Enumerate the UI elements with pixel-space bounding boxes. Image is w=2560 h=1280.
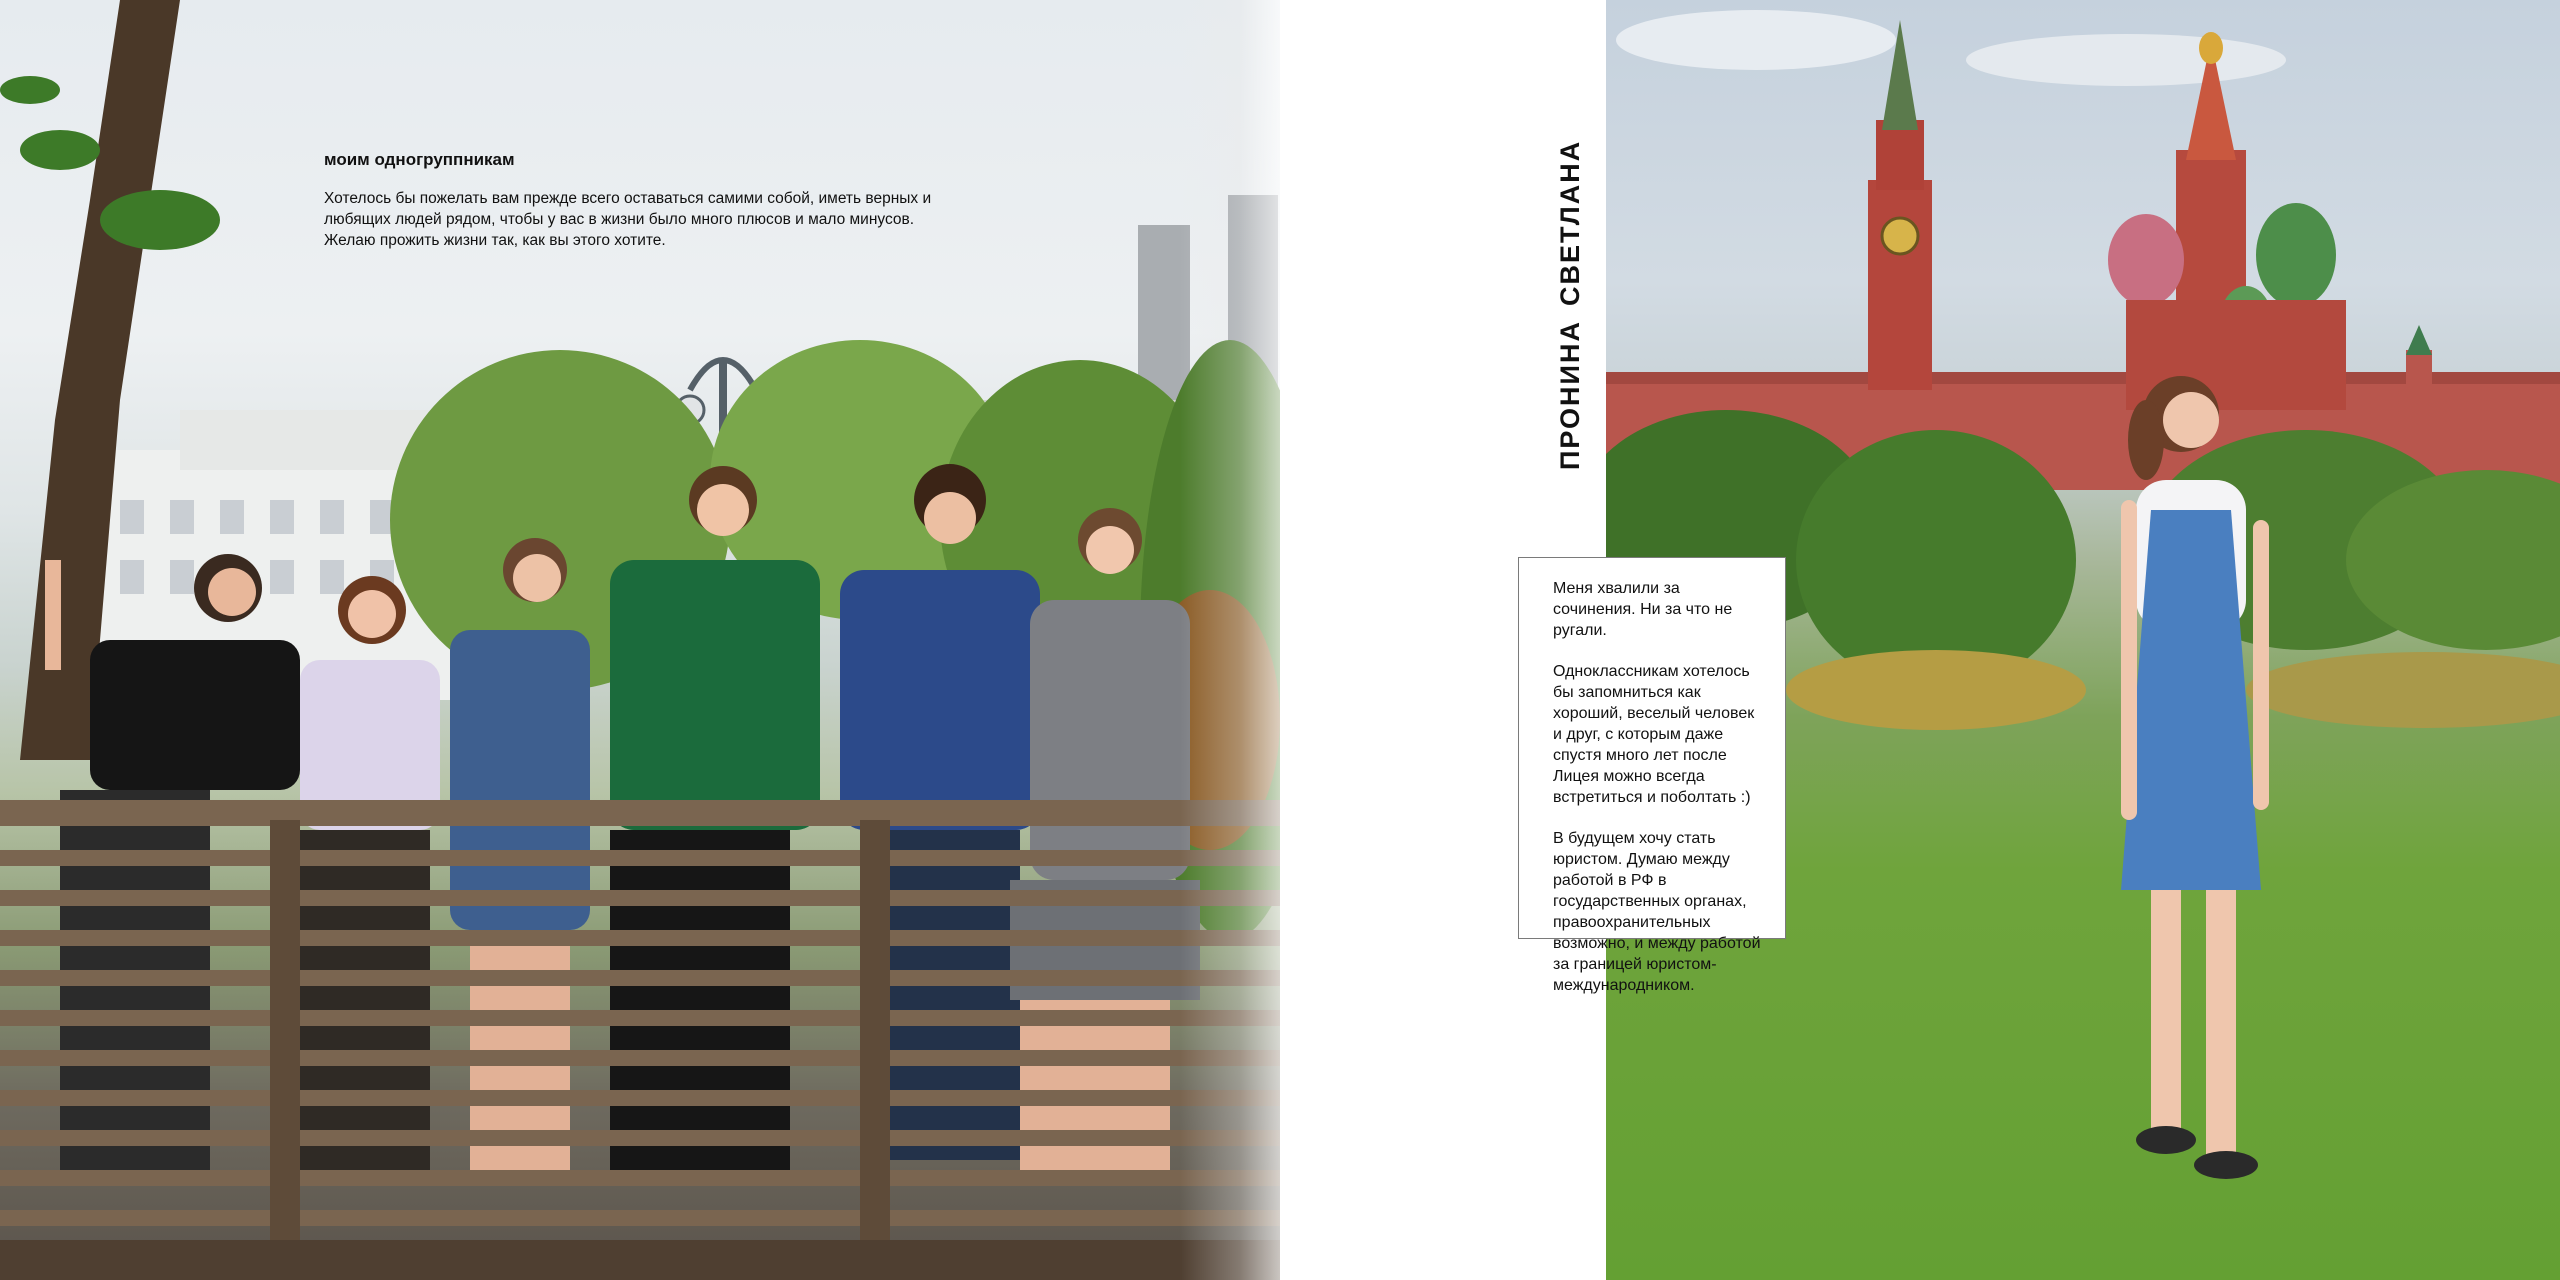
student-name-vertical <box>1555 139 1595 470</box>
student-first-name: СВЕТЛАНА <box>1555 139 1585 307</box>
profile-page <box>1280 0 2560 1280</box>
quote-paragraph-3: В будущем хочу стать юристом. Думаю между работой в РФ в государственных органах, правоохранительных возможно, и между работой за границей юристом-международником. <box>1553 830 1761 994</box>
spine-shadow <box>1180 0 1280 1280</box>
student-surname: ПРОНИНА <box>1555 320 1585 470</box>
dedication-block <box>324 150 944 251</box>
student-quote-box <box>1518 557 1786 994</box>
quote-paragraph-1: Меня хвалили за сочинения. Ни за что не ругали. <box>1553 580 1733 639</box>
dedication-message: Хотелось бы пожелать вам прежде всего оставаться самими собой, иметь верных и любящих людей рядом, чтобы у вас в жизни было много плюсов и мало минусов. Желаю прожить жизни так, как вы этого хотите. <box>324 190 932 249</box>
quote-paragraph-2: Одноклассникам хотелось бы запомниться как хороший, веселый человек и друг, с которым даже спустя много лет после Лицея можно всегда встретиться и поболтать :) <box>1553 663 1755 806</box>
dedication-heading: моим одногруппникам <box>324 150 515 169</box>
